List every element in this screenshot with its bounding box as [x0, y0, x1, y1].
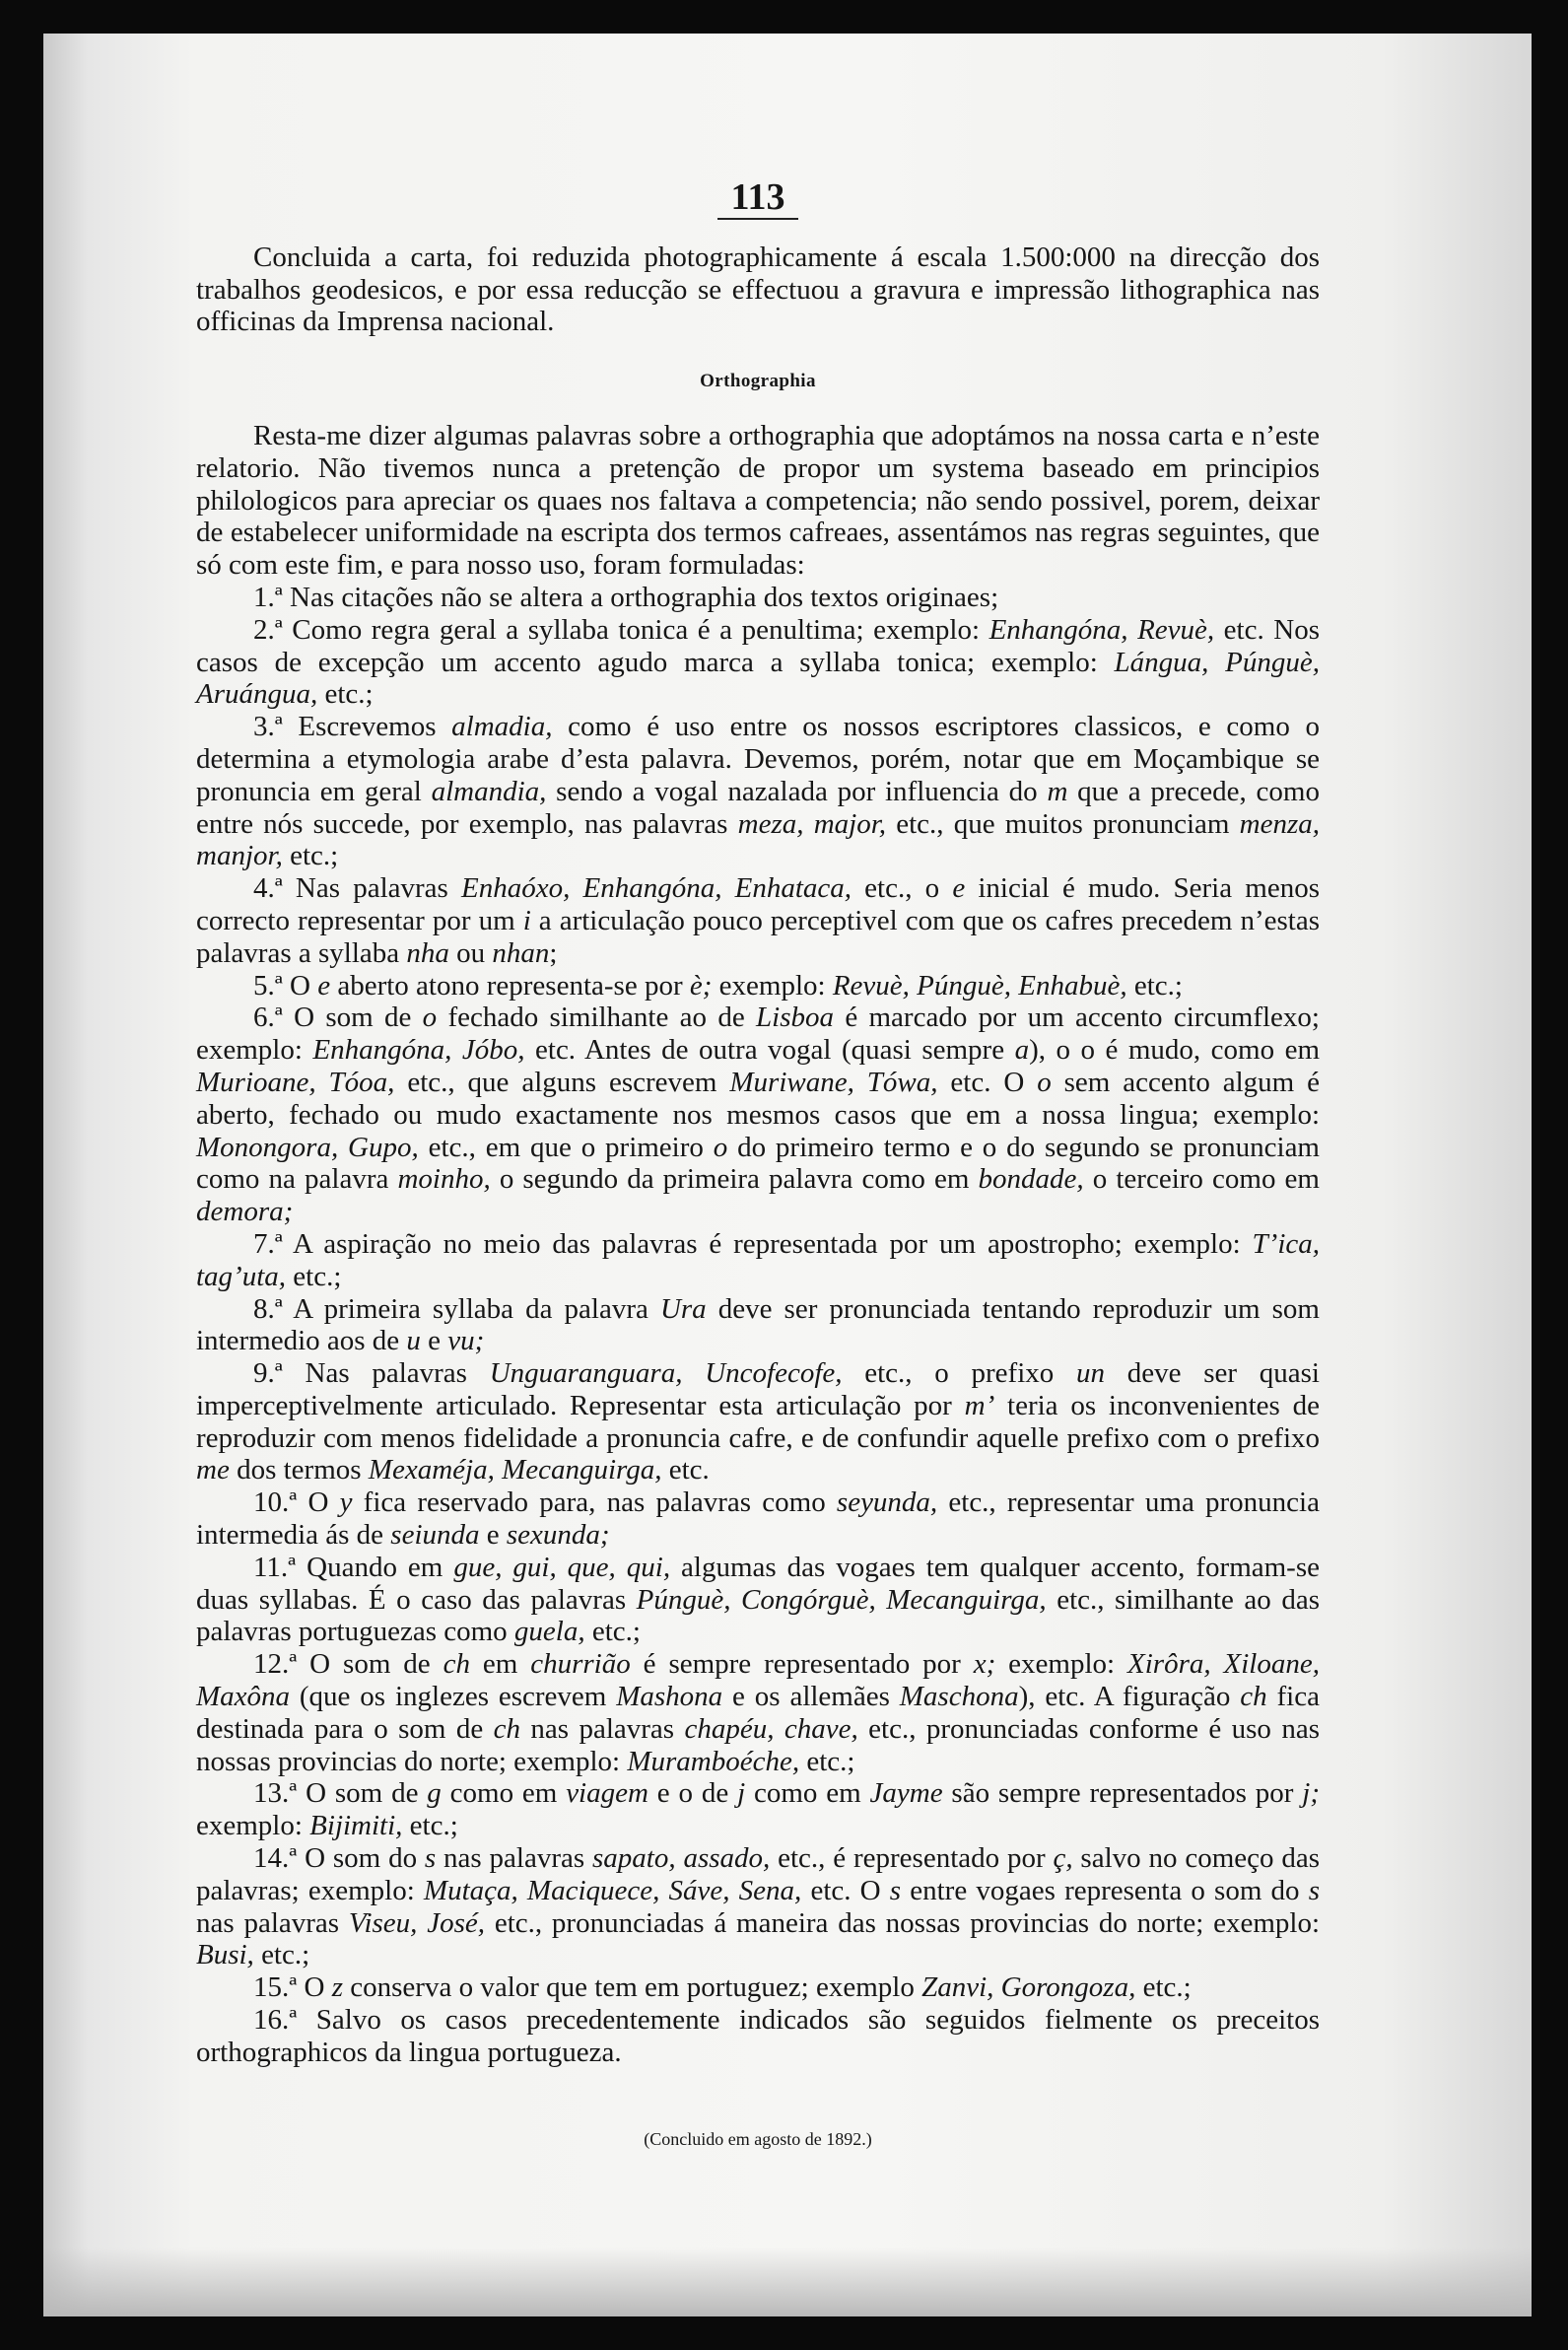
rule-example-term: sexunda;: [506, 1519, 610, 1552]
rule-example-term: un: [1076, 1357, 1105, 1390]
rule-6: [196, 1002, 1320, 1228]
rule-example-term: vu;: [447, 1325, 485, 1357]
rule-example-term: ch: [1240, 1681, 1267, 1713]
rule-15: [196, 1971, 1320, 2004]
rule-example-term: g: [427, 1777, 442, 1810]
rule-example-term: i: [522, 904, 531, 936]
rule-example-term: Muramboéche,: [627, 1745, 800, 1777]
rule-text: do primeiro termo e o do segundo se pronunciam como na palavra: [196, 1131, 1320, 1196]
rule-text: etc., em que o primeiro: [418, 1131, 714, 1163]
rule-10: [196, 1486, 1320, 1552]
rule-text: Salvo os casos precedentemente indicados são seguidos fielmente os preceitos orthographicos da lingua portugueza.: [196, 2004, 1320, 2068]
rule-text: O: [297, 1971, 332, 2004]
rule-11: [196, 1552, 1320, 1648]
rule-example-term: Lángua, Púnguè, Aruángua,: [196, 646, 1320, 711]
rule-number: 6.ª: [253, 1002, 283, 1034]
rule-number: 12.ª: [253, 1648, 298, 1681]
footer-note: (Concluido em agosto de 1892.): [644, 2128, 872, 2149]
rule-example-term: Enhaóxo, Enhangóna, Enhataca,: [460, 872, 852, 905]
rule-text: Como regra geral a syllaba tonica é a penultima; exemplo:: [282, 613, 989, 646]
rule-text: O: [297, 1486, 340, 1519]
rule-example-term: y: [339, 1486, 353, 1519]
rule-text: etc.;: [253, 1939, 310, 1971]
rule-text: e os allemães: [722, 1681, 900, 1713]
rules-list: [196, 582, 1320, 2069]
rule-example-term: Enhangóna, Revuè,: [989, 613, 1215, 646]
rule-3: [196, 711, 1320, 872]
rule-text: O som de: [297, 1648, 443, 1681]
text-block: [196, 176, 1321, 2155]
rule-text: a articulação pouco perceptivel com que os cafres precedem n’estas palavras a syllaba: [196, 904, 1320, 969]
rule-example-term: ç,: [1053, 1842, 1073, 1875]
rule-example-term: viagem: [566, 1777, 648, 1810]
rule-example-term: ch: [493, 1712, 520, 1745]
rule-text: deve ser quasi imperceptivelmente articulado. Representar esta articulação por: [196, 1357, 1320, 1421]
rule-text: fica destinada para o som de: [196, 1681, 1320, 1745]
rule-number: 11.ª: [253, 1551, 297, 1583]
rule-text: A aspiração no meio das palavras é representada por um apostropho; exemplo:: [282, 1227, 1253, 1260]
rule-text: e: [479, 1519, 507, 1552]
rule-4: [196, 872, 1320, 969]
rule-1: [196, 582, 1320, 614]
rule-text: conserva o valor que tem em portuguez; exemplo: [343, 1971, 922, 2004]
rule-text: é marcado por um accento circumflexo; exemplo:: [196, 1002, 1320, 1067]
rule-text: dos termos: [229, 1454, 369, 1486]
rule-example-term: j;: [1302, 1777, 1320, 1810]
rule-16: [196, 2004, 1320, 2069]
rule-text: etc.;: [584, 1616, 641, 1648]
rule-number: 13.ª: [253, 1777, 298, 1810]
rule-text: sem accento algum é aberto, fechado ou mudo exactamente nos mesmos casos que em a nossa lingua; exemplo:: [196, 1066, 1321, 1131]
rule-example-term: s: [889, 1874, 902, 1906]
rule-example-term: ch: [443, 1648, 470, 1681]
rule-example-term: Muriwane, Tówa,: [729, 1066, 938, 1098]
section-heading: Orthographia: [700, 371, 816, 392]
rule-text: etc., pronunciadas conforme é uso nas nossas provincias do norte; exemplo:: [196, 1712, 1320, 1777]
rule-text: O som do: [297, 1842, 425, 1875]
rule-7: [196, 1228, 1320, 1293]
rule-example-term: Mexaméja, Mecanguirga,: [368, 1454, 662, 1486]
rule-example-term: Revuè, Púnguè, Enhabuè,: [832, 969, 1127, 1002]
rule-example-term: Jayme: [869, 1777, 943, 1810]
rule-text: etc.: [661, 1454, 710, 1486]
rule-text: etc.;: [1135, 1971, 1192, 2004]
rule-example-term: Mutaça, Maciquece, Sáve, Sena,: [423, 1874, 802, 1906]
rule-example-term: bondade,: [978, 1163, 1084, 1196]
rule-example-term: Zanvi, Gorongoza,: [921, 1971, 1136, 2004]
rule-9: [196, 1357, 1320, 1486]
rule-example-term: menza, manjor,: [196, 807, 1320, 872]
rule-text: como em: [441, 1777, 567, 1810]
rule-example-term: Mashona: [616, 1681, 723, 1713]
rule-text: etc., o: [852, 872, 953, 905]
rule-example-term: u: [406, 1325, 421, 1357]
rule-example-term: moinho,: [397, 1163, 491, 1196]
rule-text: etc., representar uma pronuncia intermedia ás de: [196, 1486, 1320, 1552]
rule-text: como é uso entre os nossos escriptores classicos, e como o determina a etymologia arabe d’esta palavra. Devemos, porém, notar que em Moçambique se pronuncia em geral: [196, 711, 1320, 807]
rule-14: [196, 1842, 1320, 1971]
rule-example-term: T’ica, tag’uta,: [196, 1227, 1320, 1292]
rule-example-term: sapato, assado,: [592, 1842, 771, 1875]
rule-example-term: nhan: [492, 936, 550, 969]
rule-number: 2.ª: [253, 613, 283, 646]
rule-example-term: Enhangóna, Jóbo,: [312, 1034, 525, 1067]
rule-example-term: m: [1047, 775, 1068, 807]
rule-text: etc. O: [937, 1066, 1038, 1098]
rule-example-term: s: [1308, 1874, 1320, 1906]
scanned-page: [43, 34, 1532, 2316]
rule-text: entre vogaes representa o som do: [901, 1874, 1309, 1906]
rule-example-term: almadia,: [451, 711, 553, 743]
rule-text: etc., pronunciadas á maneira das nossas provincias do norte; exemplo:: [485, 1906, 1320, 1939]
rule-example-term: a: [1014, 1034, 1030, 1067]
rule-text: fica reservado para, nas palavras como: [352, 1486, 837, 1519]
rule-example-term: me: [196, 1454, 230, 1486]
rule-example-term: Busi,: [196, 1939, 254, 1971]
rule-text: etc., similhante ao das palavras portuguezas como: [196, 1583, 1320, 1648]
rule-example-term: meza, major,: [737, 807, 887, 840]
rule-example-term: o: [1037, 1066, 1052, 1098]
rule-text: (que os inglezes escrevem: [290, 1681, 617, 1713]
rule-number: 1.ª: [253, 581, 283, 613]
rule-text: em: [469, 1648, 531, 1681]
rule-example-term: s: [424, 1842, 437, 1875]
rule-example-term: Ura: [659, 1292, 707, 1325]
rule-text: Quando em: [296, 1551, 454, 1583]
rule-12: [196, 1648, 1320, 1777]
rule-number: 3.ª: [253, 711, 283, 743]
rule-text: e: [420, 1325, 448, 1357]
rule-text: são sempre representados por: [942, 1777, 1303, 1810]
rule-number: 9.ª: [253, 1357, 283, 1390]
rule-text: etc., o prefixo: [842, 1357, 1076, 1390]
rule-text: fechado similhante ao de: [437, 1002, 757, 1034]
rule-example-term: Maschona: [899, 1681, 1019, 1713]
rule-text: etc., que alguns escrevem: [394, 1066, 730, 1098]
rule-example-term: e: [952, 872, 966, 905]
rule-example-term: o: [713, 1131, 728, 1163]
rule-text: O som de: [282, 1002, 423, 1034]
rule-text: Nas palavras: [282, 1357, 490, 1390]
rule-example-term: m’: [964, 1389, 995, 1421]
rule-text: e o de: [648, 1777, 738, 1810]
rule-text: nas palavras: [196, 1906, 349, 1939]
rule-example-term: gue, gui, que, qui,: [453, 1551, 671, 1583]
rule-text: como em: [745, 1777, 870, 1810]
rule-example-term: z: [331, 1971, 344, 2004]
rule-example-term: guela,: [513, 1616, 585, 1648]
rule-example-term: demora;: [196, 1196, 294, 1228]
rule-text: aberto atono representa-se por: [330, 969, 690, 1002]
rule-example-term: x;: [973, 1648, 996, 1681]
rule-text: etc., que muitos pronunciam: [886, 807, 1240, 840]
rule-example-term: churrião: [530, 1648, 631, 1681]
rule-text: etc.;: [402, 1810, 458, 1842]
rule-text: O som de: [297, 1777, 428, 1810]
rule-example-term: e: [317, 969, 331, 1002]
rule-example-term: Xirôra, Xiloane, Maxôna: [196, 1648, 1320, 1713]
rule-example-term: Bijimiti,: [309, 1810, 403, 1842]
rule-example-term: o: [422, 1002, 438, 1034]
rule-text: nas palavras: [520, 1712, 685, 1745]
rule-number: 8.ª: [253, 1292, 283, 1325]
rule-text: etc.;: [799, 1745, 855, 1777]
rule-example-term: nha: [406, 936, 449, 969]
rule-text: O: [282, 969, 318, 1002]
rule-example-term: j: [737, 1777, 746, 1810]
rule-text: etc.;: [286, 1260, 342, 1292]
opening-paragraph: Resta-me dizer algumas palavras sobre a orthographia que adoptámos na nossa carta e n’este relatorio. Não tivemos nunca a pretenção de propor um systema baseado em principios philologicos para apreciar os quaes nos faltava a competencia; não sendo possivel, porem, deixar de estabelecer uniformidade na escripta dos termos cafreaes, assentámos nas regras seguintes, que só com este fim, e para nosso uso, foram formuladas:: [196, 419, 1320, 582]
rule-example-term: Lisboa: [756, 1002, 835, 1034]
rule-number: 15.ª: [253, 1971, 298, 2004]
rule-number: 10.ª: [253, 1486, 298, 1519]
rule-example-term: Murioane, Tóoa,: [196, 1066, 395, 1098]
rule-example-term: Viseu, José,: [348, 1906, 486, 1939]
rule-text: exemplo:: [196, 1810, 310, 1842]
rule-number: 5.ª: [253, 969, 283, 1002]
rule-text: o terceiro como em: [1083, 1163, 1320, 1196]
rule-text: que a precede, como entre nós succede, por exemplo, nas palavras: [196, 775, 1320, 840]
rule-13: [196, 1777, 1320, 1842]
rule-text: exemplo:: [712, 969, 833, 1002]
rule-text: teria os inconvenientes de reproduzir com menos fidelidade a pronuncia cafre, e de confundir aquelle prefixo com o prefixo: [196, 1389, 1320, 1454]
rule-text: exemplo:: [995, 1648, 1128, 1681]
rule-text: algumas das vogaes tem qualquer accento, formam-se duas syllabas. É o caso das palavras: [196, 1551, 1320, 1616]
rule-text: etc.;: [317, 678, 374, 711]
rule-text: deve ser pronunciada tentando reproduzir um som intermedio aos de: [196, 1292, 1320, 1357]
rule-example-term: è;: [689, 969, 713, 1002]
rule-example-term: seyunda,: [836, 1486, 938, 1519]
rule-text: nas palavras: [436, 1842, 593, 1875]
rule-example-term: Monongora, Gupo,: [196, 1131, 419, 1163]
rule-example-term: Púnguè, Congórguè, Mecanguirga,: [636, 1583, 1047, 1616]
rule-number: 16.ª: [253, 2004, 298, 2037]
rule-example-term: seiunda: [390, 1519, 480, 1552]
rule-number: 4.ª: [253, 872, 283, 905]
rule-text: ;: [549, 936, 558, 969]
rule-5: [196, 970, 1320, 1002]
rule-text: Nas citações não se altera a orthographia dos textos originaes;: [282, 581, 999, 613]
rule-text: Nas palavras: [282, 872, 461, 905]
rule-text: etc.;: [282, 840, 339, 872]
rule-text: é sempre representado por: [630, 1648, 974, 1681]
rule-2: [196, 614, 1320, 711]
rule-example-term: chapéu, chave,: [684, 1712, 858, 1745]
rule-text: inicial é mudo. Seria menos correcto representar por um: [196, 872, 1320, 936]
rule-text: o segundo da primeira palavra como em: [490, 1163, 979, 1196]
rule-text: salvo no começo das palavras; exemplo:: [196, 1842, 1320, 1906]
rule-example-term: almandia,: [431, 775, 547, 807]
rule-text: Escrevemos: [282, 711, 452, 743]
rule-text: etc.;: [1126, 969, 1183, 1002]
rule-text: A primeira syllaba da palavra: [282, 1292, 660, 1325]
rule-text: etc. O: [801, 1874, 890, 1906]
rule-8: [196, 1293, 1320, 1358]
rule-text: etc. Antes de outra vogal (quasi sempre: [524, 1034, 1015, 1067]
intro-paragraph: Concluida a carta, foi reduzida photographicamente á escala 1.500:000 na direcção dos trabalhos geodesicos, e por essa reducção se effectuou a gravura e impressão lithographica nas officinas da Imprensa nacional.: [196, 241, 1320, 338]
rule-text: ), o o é mudo, como em: [1029, 1034, 1321, 1067]
rule-text: ou: [448, 936, 493, 969]
rule-number: 14.ª: [253, 1842, 298, 1875]
rule-text: sendo a vogal nazalada por influencia do: [546, 775, 1048, 807]
rule-text: ), etc. A figuração: [1018, 1681, 1241, 1713]
rule-text: etc., é representado por: [770, 1842, 1054, 1875]
rule-text: etc. Nos casos de excepção um accento agudo marca a syllaba tonica; exemplo:: [196, 613, 1320, 678]
rule-example-term: Unguaranguara, Uncofecofe,: [489, 1357, 843, 1390]
rule-number: 7.ª: [253, 1227, 283, 1260]
page-number: 113: [196, 181, 1320, 220]
